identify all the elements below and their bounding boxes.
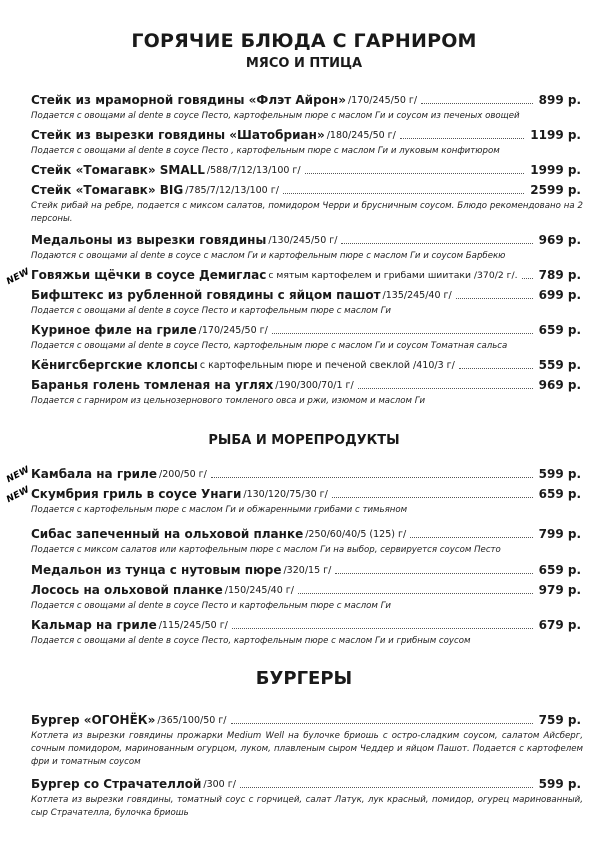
- dot-leader: [410, 537, 532, 538]
- item-spec: с мятым картофелем и грибами шиитаки /370/2 г/.: [268, 270, 518, 281]
- menu-item: [31, 90, 581, 108]
- new-badge: NEW: [5, 266, 32, 288]
- item-name: Кальмар на гриле: [31, 618, 157, 632]
- dot-leader: [272, 333, 533, 334]
- item-description: Подается с картофельным пюре с маслом Ги и обжаренными грибами с тимьяном: [31, 505, 408, 515]
- item-name: Бургер «ОГОНЁК»: [31, 713, 156, 727]
- menu-item: [31, 265, 581, 283]
- item-spec: /785/7/12/13/100 г/: [185, 185, 279, 196]
- menu-item: [31, 774, 581, 792]
- item-price: 599 р.: [538, 777, 581, 791]
- item-name: Медальон из тунца с нутовым пюре: [31, 563, 282, 577]
- menu-item: [31, 320, 581, 338]
- dot-leader: [522, 278, 533, 279]
- dot-leader: [298, 593, 533, 594]
- item-spec: /180/245/50 г/: [326, 130, 396, 141]
- menu-item: [31, 484, 581, 502]
- item-price: 659 р.: [538, 563, 581, 577]
- item-description: Подается с овощами al dente в соусе Песто, картофельным пюре с маслом Ги и соусом из печеных овощей: [31, 111, 520, 121]
- item-price: 559 р.: [538, 358, 581, 372]
- dot-leader: [456, 298, 533, 299]
- dot-leader: [400, 138, 524, 139]
- dot-leader: [211, 477, 533, 478]
- item-spec: /115/245/50 г/: [158, 620, 228, 631]
- item-description: Подается с овощами al dente в соусе Песто, картофельным пюре с маслом Ги и соусом Томатная сальса: [31, 341, 508, 351]
- item-name: Лосось на ольховой планке: [31, 583, 223, 597]
- dot-leader: [305, 173, 525, 174]
- item-spec: /588/7/12/13/100 г/: [206, 165, 301, 176]
- menu-item: [31, 160, 581, 178]
- item-spec: /170/245/50 г/: [347, 95, 418, 106]
- item-spec: /320/15 г/: [283, 565, 332, 576]
- item-description: Подается с овощами al dente в соусе Песто и картофельным пюре с маслом Ги: [31, 601, 391, 611]
- item-description: Подается с овощами al dente в соусе Песто и картофельным пюре с маслом Ги: [31, 306, 391, 316]
- dot-leader: [332, 497, 533, 498]
- menu-item: [31, 285, 581, 303]
- item-description: Котлета из вырезки говядины прожарки Medium Well на булочке бриошь с остро-сладким соусом, салатом Айсберг, сочным помидором, маринованным огурцом, луком, плавленым сыром Чеддер и яйцом Пашот. Подается с картофелем фри и томатным соусом: [31, 731, 583, 767]
- item-name: Бургер со Страчателлой: [31, 777, 202, 791]
- item-spec: /200/50 г/: [159, 469, 207, 480]
- item-spec: /190/300/70/1 г/: [275, 380, 354, 391]
- dot-leader: [335, 573, 532, 574]
- item-spec: /300 г/: [203, 779, 236, 790]
- menu-item: [31, 355, 581, 373]
- page-title: ГОРЯЧИЕ БЛЮДА С ГАРНИРОМ: [131, 30, 477, 52]
- item-price: 969 р.: [538, 233, 581, 247]
- item-price: 659 р.: [538, 323, 581, 337]
- menu-item: [31, 125, 581, 143]
- menu-item: [31, 375, 581, 393]
- section-heading-burgers: БУРГЕРЫ: [255, 668, 353, 689]
- menu-item: [31, 560, 581, 578]
- dot-leader: [459, 368, 533, 369]
- item-spec: /250/60/40/5 (125) г/: [305, 529, 407, 540]
- item-price: 2599 р.: [530, 183, 581, 197]
- item-spec: /130/245/50 г/: [268, 235, 338, 246]
- dot-leader: [232, 628, 533, 629]
- dot-leader: [421, 103, 533, 104]
- item-description: Подаются с овощами al dente в соусе с маслом Ги и картофельным пюре с маслом Ги и соусом Барбекю: [31, 251, 506, 261]
- item-description: Стейк рибай на ребре, подается с миксом салатов, помидором Черри и брусничным соусом. Блюдо рекомендовано на 2 персоны.: [31, 201, 583, 224]
- item-price: 599 р.: [538, 467, 581, 481]
- item-name: Баранья голень томленая на углях: [31, 378, 274, 392]
- item-description: Котлета из вырезки говядины, томатный соус с горчицей, салат Латук, лук красный, помидор, огурец маринованный, сыр Страчателла, булочка бриошь: [31, 795, 583, 818]
- dot-leader: [341, 243, 532, 244]
- item-spec: с картофельным пюре и печеной свеклой /410/3 г/: [199, 360, 455, 371]
- menu-item: [31, 180, 581, 198]
- item-spec: /365/100/50 г/: [157, 715, 227, 726]
- item-name: Куриное филе на гриле: [31, 323, 197, 337]
- section-heading-fish: РЫБА И МОРЕПРОДУКТЫ: [208, 433, 400, 448]
- menu-item: [31, 464, 581, 482]
- menu-item: [31, 710, 581, 728]
- menu-item: [31, 615, 581, 633]
- dot-leader: [231, 723, 533, 724]
- item-price: 659 р.: [538, 487, 581, 501]
- item-name: Говяжьи щёчки в соусе Демиглас: [31, 268, 267, 282]
- item-price: 1199 р.: [530, 128, 581, 142]
- item-name: Медальоны из вырезки говядины: [31, 233, 267, 247]
- item-description: Подается с гарниром из цельнозернового томленого овса и ржи, изюмом и маслом Ги: [31, 396, 426, 406]
- item-price: 759 р.: [538, 713, 581, 727]
- item-name: Стейк «Томагавк» SMALL: [31, 163, 205, 177]
- item-price: 789 р.: [538, 268, 581, 282]
- item-spec: /135/245/40 г/: [382, 290, 452, 301]
- item-price: 1999 р.: [530, 163, 581, 177]
- menu-item: [31, 580, 581, 598]
- item-name: Сибас запеченный на ольховой планке: [31, 527, 304, 541]
- item-description: Подается с овощами al dente в соусе Песто, картофельным пюре с маслом Ги и грибным соусом: [31, 636, 471, 646]
- item-name: Бифштекс из рубленной говядины с яйцом пашот: [31, 288, 381, 302]
- item-name: Камбала на гриле: [31, 467, 158, 481]
- item-name: Кёнигсбергские клопсы: [31, 358, 198, 372]
- item-name: Стейк из мраморной говядины «Флэт Айрон»: [31, 93, 346, 107]
- item-name: Стейк из вырезки говядины «Шатобриан»: [31, 128, 325, 142]
- item-name: Скумбрия гриль в соусе Унаги: [31, 487, 242, 501]
- new-badge: NEW: [5, 484, 32, 506]
- item-name: Стейк «Томагавк» BIG: [31, 183, 184, 197]
- item-price: 899 р.: [538, 93, 581, 107]
- item-spec: /130/120/75/30 г/: [243, 489, 328, 500]
- item-spec: /170/245/50 г/: [198, 325, 268, 336]
- item-price: 799 р.: [538, 527, 581, 541]
- item-price: 699 р.: [538, 288, 581, 302]
- menu-item: [31, 524, 581, 542]
- dot-leader: [283, 193, 524, 194]
- dot-leader: [240, 787, 533, 788]
- item-price: 969 р.: [538, 378, 581, 392]
- menu-item: [31, 230, 581, 248]
- item-price: 679 р.: [538, 618, 581, 632]
- dot-leader: [358, 388, 533, 389]
- item-price: 979 р.: [538, 583, 581, 597]
- item-description: Подается с овощами al dente в соусе Песто , картофельным пюре с маслом Ги и луковым конфитюром: [31, 146, 500, 156]
- new-badge: NEW: [5, 464, 32, 486]
- item-spec: /150/245/40 г/: [224, 585, 294, 596]
- section-heading-meat: МЯСО И ПТИЦА: [245, 56, 363, 71]
- item-description: Подается с миксом салатов или картофельным пюре с маслом Ги на выбор, сервируется соусом Песто: [31, 545, 501, 555]
